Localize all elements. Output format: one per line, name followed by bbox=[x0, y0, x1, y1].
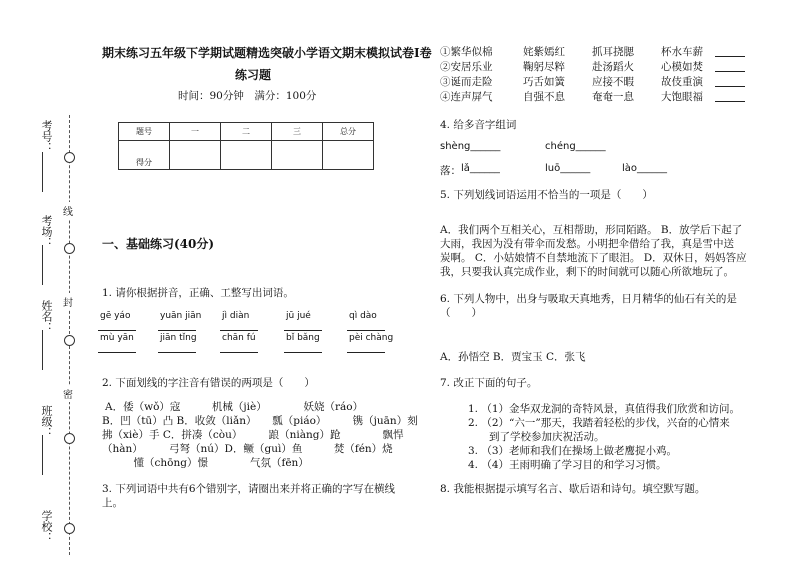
cut-mark-secret: 密 bbox=[63, 385, 73, 402]
pinyin: yuān jiān bbox=[160, 311, 202, 321]
idiom: 心模如焚 bbox=[661, 61, 703, 73]
q4-answer[interactable]: shèng______ bbox=[440, 141, 501, 152]
q2-line: A．倭（wǒ）寇 机械（jiè） 妖娆（ráo） bbox=[105, 401, 364, 413]
cut-mark-line: 线 bbox=[63, 202, 73, 219]
score-header: 二 bbox=[221, 123, 272, 141]
q2-line: （hàn） 弓弩（nú）D．鳜（guì）鱼 焚（fén）烧 bbox=[102, 443, 393, 455]
q7-item: 2. （2）“六一”那天，我踏着轻松的步伐，兴奋的心情来 bbox=[468, 417, 730, 429]
answer-blank[interactable] bbox=[715, 56, 745, 57]
score-cell[interactable] bbox=[323, 141, 374, 170]
idiom: 杯水车薪 bbox=[661, 46, 703, 58]
q1-prompt: 1. 请你根据拼音，正确、工整写出词语。 bbox=[102, 287, 294, 299]
answer-blank[interactable] bbox=[347, 330, 385, 331]
answer-blank[interactable] bbox=[98, 330, 136, 331]
q5-line: 炭啊。 C．小姑娘情不自禁地流下了眼泪。 D．双休日，妈妈答应 bbox=[440, 252, 747, 264]
q4-prompt: 4. 给多音字组词 bbox=[440, 119, 517, 131]
answer-blank[interactable] bbox=[715, 101, 745, 102]
q3-prompt: 3. 下列词语中共有6个错别字，请圈出来并将正确的字写在横线 bbox=[102, 483, 396, 495]
q5-prompt: 5. 下列划线词语运用不恰当的一项是（ ） bbox=[440, 189, 653, 201]
q2-prompt: 2. 下面划线的字注音有错误的两项是（ ） bbox=[102, 377, 315, 389]
q8-prompt: 8. 我能根据提示填写名言、歇后语和诗句。填空默写题。 bbox=[440, 483, 706, 495]
paper-subtitle: 练习题 bbox=[235, 68, 272, 82]
q7-item: 1. （1）金华双龙洞的奇特风景，真值得我们欣赏和访问。 bbox=[468, 403, 741, 415]
pinyin: qì dào bbox=[349, 311, 377, 321]
idiom: 应接不暇 bbox=[592, 76, 634, 88]
idiom: ②安居乐业 bbox=[440, 61, 493, 73]
idiom: 姹紫嫣红 bbox=[523, 46, 565, 58]
q7-prompt: 7. 改正下面的句子。 bbox=[440, 377, 538, 389]
idiom: 赴汤蹈火 bbox=[592, 61, 634, 73]
q4-answer[interactable]: chéng______ bbox=[545, 141, 606, 152]
pinyin: chān fú bbox=[222, 333, 256, 343]
score-row-label: 得分 bbox=[119, 141, 170, 170]
q2-line: 拂（xiè）手 C．拼凑（còu） 踉（niàng）跄 飘悍 bbox=[102, 429, 404, 441]
answer-blank[interactable] bbox=[98, 352, 136, 353]
answer-blank[interactable] bbox=[715, 86, 745, 87]
blank-exam-room[interactable] bbox=[42, 245, 43, 285]
binding-hole bbox=[64, 335, 75, 346]
answer-blank[interactable] bbox=[158, 352, 196, 353]
binding-hole bbox=[64, 243, 75, 254]
answer-blank[interactable] bbox=[220, 352, 258, 353]
idiom: 鞠躬尽粹 bbox=[523, 61, 565, 73]
score-cell[interactable] bbox=[221, 141, 272, 170]
answer-blank[interactable] bbox=[284, 330, 322, 331]
score-header: 总分 bbox=[323, 123, 374, 141]
idiom: 奄奄一息 bbox=[592, 91, 634, 103]
label-class: 班级： bbox=[40, 405, 53, 438]
q6-prompt-cont: （ ） bbox=[440, 307, 482, 319]
pinyin: mù yān bbox=[100, 333, 134, 343]
pinyin: jiān tǐng bbox=[160, 333, 197, 343]
time-info: 时间：90分钟 满分：100分 bbox=[178, 90, 317, 102]
blank-name[interactable] bbox=[42, 330, 43, 370]
score-header: 题号 bbox=[119, 123, 170, 141]
section-title: 一、基础练习(40分) bbox=[102, 237, 215, 251]
pinyin: jì diàn bbox=[222, 311, 250, 321]
blank-class[interactable] bbox=[42, 435, 43, 475]
q6-prompt: 6. 下列人物中，出身与吸取天真地秀，日月精华的仙石有关的是 bbox=[440, 293, 737, 305]
idiom: 抓耳挠腮 bbox=[592, 46, 634, 58]
q5-line: 我，只要我认真完成作业，剩下的时间就可以随心所欲地玩了。 bbox=[440, 266, 734, 278]
q4-answer[interactable]: lǎ______ bbox=[461, 163, 500, 174]
idiom: 巧舌如簧 bbox=[523, 76, 565, 88]
idiom: 大饱眼福 bbox=[661, 91, 703, 103]
label-name: 姓名： bbox=[40, 300, 53, 333]
q6-options: A．孙悟空 B．贾宝玉 C．张飞 bbox=[440, 351, 586, 363]
idiom: ④连声屏气 bbox=[440, 91, 493, 103]
pinyin: jū jué bbox=[286, 311, 311, 321]
binding-hole bbox=[64, 523, 75, 534]
paper-title: 期末练习五年级下学期试题精选突破小学语文期末模拟试卷Ⅰ卷 bbox=[102, 46, 432, 60]
score-table bbox=[118, 122, 374, 170]
q4-answer[interactable]: lào______ bbox=[622, 163, 668, 174]
binding-hole bbox=[64, 433, 75, 444]
score-cell[interactable] bbox=[272, 141, 323, 170]
pinyin: pèi chàng bbox=[349, 333, 394, 343]
pinyin: bǐ bǎng bbox=[286, 333, 320, 343]
q2-line: B．凹（tū）凸 B．收敛（liǎn） 瓢（piáo） 镌（juān）刻 bbox=[102, 415, 418, 427]
score-header: 一 bbox=[170, 123, 221, 141]
score-header: 三 bbox=[272, 123, 323, 141]
pinyin: gē yáo bbox=[100, 311, 131, 321]
idiom: 自强不息 bbox=[523, 91, 565, 103]
q4-char: 落： bbox=[440, 165, 461, 177]
score-cell[interactable] bbox=[170, 141, 221, 170]
blank-exam-number[interactable] bbox=[42, 152, 43, 192]
cut-mark-seal: 封 bbox=[63, 293, 73, 310]
answer-blank[interactable] bbox=[715, 71, 745, 72]
label-exam-number: 考号： bbox=[40, 120, 53, 153]
label-exam-room: 考场： bbox=[40, 215, 53, 248]
answer-blank[interactable] bbox=[347, 352, 385, 353]
q7-item: 到了学校参加庆祝活动。 bbox=[468, 431, 605, 443]
label-school: 学校： bbox=[40, 510, 53, 543]
idiom: ①繁华似棉 bbox=[440, 46, 493, 58]
answer-blank[interactable] bbox=[220, 330, 258, 331]
q3-prompt-cont: 上。 bbox=[102, 497, 123, 509]
q5-line: A．我们两个互相关心，互相帮助，形同陌路。 B．放学后下起了 bbox=[440, 224, 743, 236]
q5-line: 大雨，我因为没有带伞而发愁。小明把伞借给了我，真是雪中送 bbox=[440, 238, 734, 250]
q4-answer[interactable]: luō______ bbox=[545, 163, 591, 174]
idiom: 故伎重演 bbox=[661, 76, 703, 88]
answer-blank[interactable] bbox=[284, 352, 322, 353]
idiom: ③诞而走险 bbox=[440, 76, 493, 88]
binding-hole bbox=[64, 152, 75, 163]
q7-item: 4. （4）王雨明确了学习目的和学习习惯。 bbox=[468, 459, 667, 471]
answer-blank[interactable] bbox=[158, 330, 196, 331]
q2-line: 懂（chōng）憬 气氛（fēn） bbox=[102, 457, 309, 469]
q7-item: 3. （3）老师和我们在操场上做老鹰捉小鸡。 bbox=[468, 445, 678, 457]
